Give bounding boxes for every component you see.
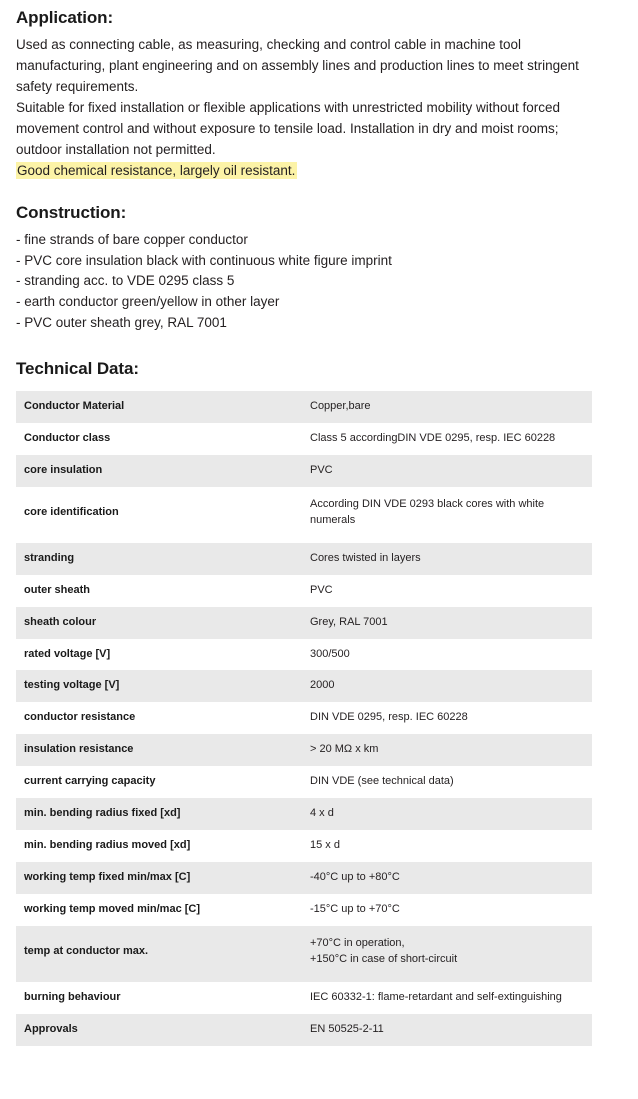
row-key: stranding xyxy=(16,543,302,575)
row-value: IEC 60332-1: flame-retardant and self-extinguishing xyxy=(302,982,592,1014)
table-row xyxy=(16,455,592,487)
row-key: working temp moved min/mac [C] xyxy=(16,894,302,926)
table-row xyxy=(16,862,592,894)
row-key: insulation resistance xyxy=(16,734,302,766)
construction-section xyxy=(16,203,592,333)
application-paragraph-1: Used as connecting cable, as measuring, checking and control cable in machine tool manufacturing, plant engineering and on assembly lines and production lines to meet stringent safety requirements. xyxy=(16,37,579,94)
table-row xyxy=(16,543,592,575)
table-row xyxy=(16,639,592,671)
construction-heading: Construction: xyxy=(16,203,127,223)
row-key: core identification xyxy=(16,487,302,543)
row-key: working temp fixed min/max [C] xyxy=(16,862,302,894)
application-section xyxy=(16,8,592,181)
row-key: min. bending radius fixed [xd] xyxy=(16,798,302,830)
highlighted-text: Good chemical resistance, largely oil resistant. xyxy=(17,162,296,178)
list-item: - fine strands of bare copper conductor xyxy=(16,232,248,248)
row-key: conductor resistance xyxy=(16,702,302,734)
table-row xyxy=(16,982,592,1014)
row-value-line-1: +70°C in operation, xyxy=(310,936,405,949)
application-heading: Application: xyxy=(16,8,114,27)
row-key: Approvals xyxy=(16,1014,302,1046)
row-value-line-2: +150°C in case of short-circuit xyxy=(310,952,458,965)
row-value: DIN VDE (see technical data) xyxy=(302,766,592,798)
row-key: core insulation xyxy=(16,455,302,487)
list-item: - PVC outer sheath grey, RAL 7001 xyxy=(16,314,227,330)
table-row xyxy=(16,607,592,639)
row-key: min. bending radius moved [xd] xyxy=(16,830,302,862)
row-key: testing voltage [V] xyxy=(16,670,302,702)
row-value xyxy=(302,926,592,982)
table-row xyxy=(16,391,592,423)
row-key: sheath colour xyxy=(16,607,302,639)
row-value: According DIN VDE 0293 black cores with white numerals xyxy=(302,487,592,543)
row-key: rated voltage [V] xyxy=(16,639,302,671)
list-item: - stranding acc. to VDE 0295 class 5 xyxy=(16,273,235,289)
row-value: 4 x d xyxy=(302,798,592,830)
list-item: - earth conductor green/yellow in other layer xyxy=(16,294,280,309)
row-value: Class 5 accordingDIN VDE 0295, resp. IEC 60228 xyxy=(302,423,592,455)
row-key: Conductor Material xyxy=(16,391,302,423)
application-paragraph-2: Suitable for fixed installation or flexible applications with unrestricted mobility without forced movement control and without exposure to tensile load. Installation in dry and moist rooms; outdoor installation not permitted. xyxy=(16,99,561,157)
row-value: Copper,bare xyxy=(302,391,592,423)
row-value: -15°C up to +70°C xyxy=(302,894,592,926)
row-key: outer sheath xyxy=(16,575,302,607)
table-row xyxy=(16,670,592,702)
table-row xyxy=(16,894,592,926)
row-value: 300/500 xyxy=(302,639,592,671)
table-row xyxy=(16,830,592,862)
table-row xyxy=(16,423,592,455)
row-key: current carrying capacity xyxy=(16,766,302,798)
list-item: - PVC core insulation black with continuous white figure imprint xyxy=(16,252,392,268)
row-value: PVC xyxy=(302,575,592,607)
table-row xyxy=(16,487,592,543)
construction-list xyxy=(16,230,592,333)
row-key: burning behaviour xyxy=(16,982,302,1014)
table-row xyxy=(16,575,592,607)
row-value: 15 x d xyxy=(302,830,592,862)
technical-data-table xyxy=(16,391,592,1046)
technical-data-heading: Technical Data: xyxy=(16,359,139,379)
row-key: Conductor class xyxy=(16,423,302,455)
table-row xyxy=(16,702,592,734)
row-value: EN 50525-2-11 xyxy=(302,1014,592,1046)
row-key: temp at conductor max. xyxy=(16,926,302,982)
row-value: DIN VDE 0295, resp. IEC 60228 xyxy=(302,702,592,734)
table-row xyxy=(16,798,592,830)
row-value: -40°C up to +80°C xyxy=(302,862,592,894)
table-row xyxy=(16,734,592,766)
application-highlight-line xyxy=(16,161,592,182)
technical-data-section xyxy=(16,359,592,1046)
table-row xyxy=(16,926,592,982)
row-value: Grey, RAL 7001 xyxy=(302,607,592,639)
row-value: PVC xyxy=(302,455,592,487)
table-row xyxy=(16,1014,592,1046)
row-value: 2000 xyxy=(302,670,592,702)
table-row xyxy=(16,766,592,798)
row-value: > 20 MΩ x km xyxy=(302,734,592,766)
row-value: Cores twisted in layers xyxy=(302,543,592,575)
